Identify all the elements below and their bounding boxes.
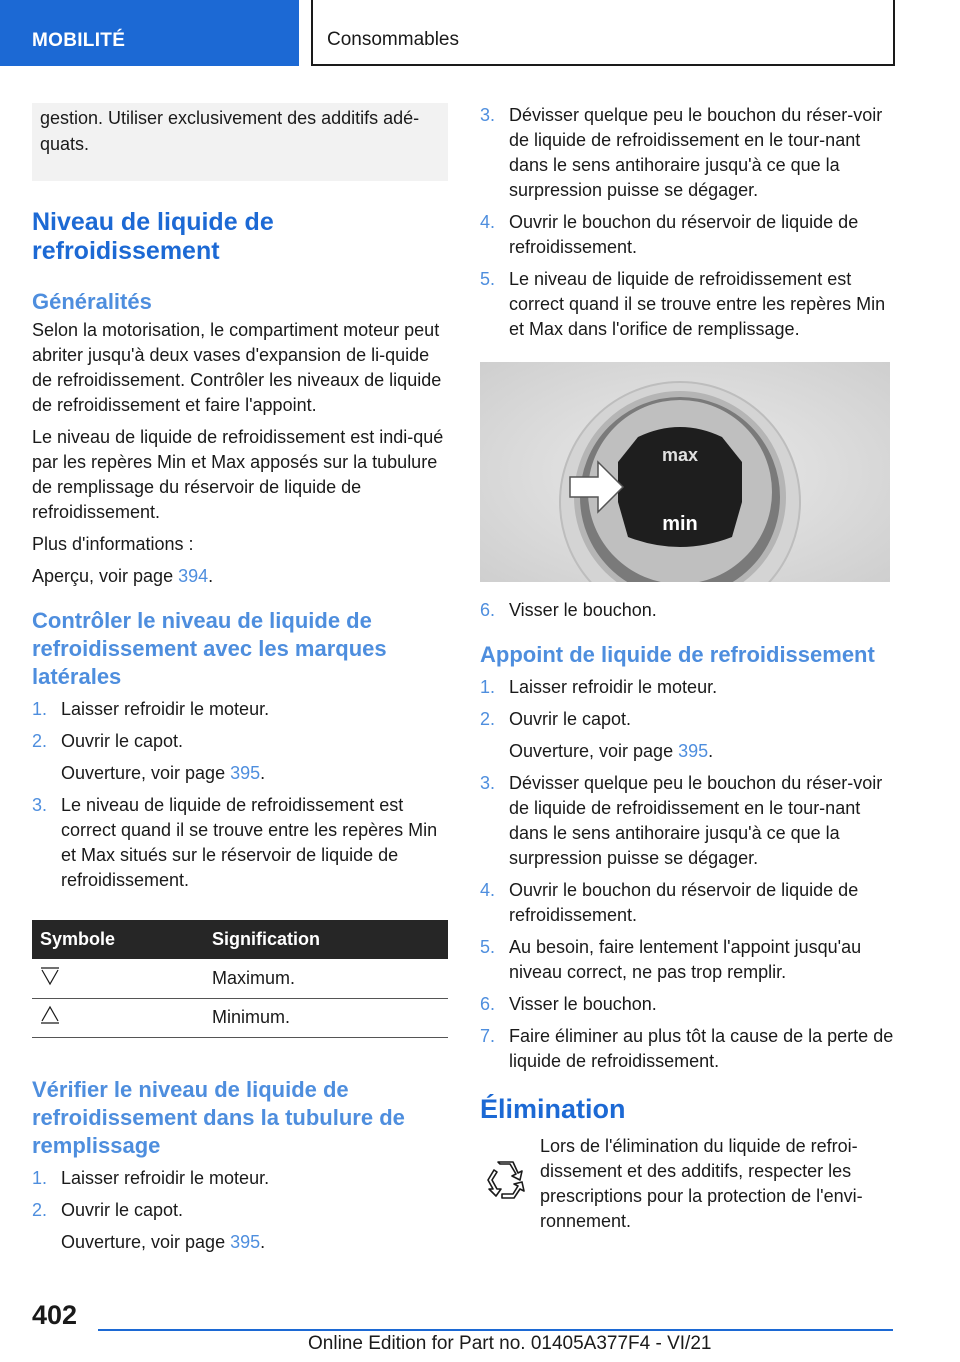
- list-item: [480, 707, 896, 764]
- paragraph-overview: [32, 564, 448, 589]
- step-number: 2.: [32, 731, 48, 751]
- right-column: [480, 103, 896, 1234]
- period: .: [260, 763, 266, 783]
- note-box: [32, 103, 448, 181]
- list-item: [480, 103, 896, 203]
- step-text: Dévisser quelque peu le bouchon du réser-voir de liquide de refroidissement en le tour-nant dans le sens antihoraire jusqu'à ce que la surpression puisse se dégager.: [509, 773, 883, 868]
- max-label: max: [661, 445, 699, 465]
- triangle-up-icon: [40, 1005, 60, 1025]
- period: .: [708, 741, 714, 761]
- step-number: 2.: [32, 1199, 48, 1220]
- step-number: 1.: [32, 699, 48, 719]
- step-number: 2.: [480, 709, 496, 729]
- subtext: Ouverture, voir page: [61, 763, 231, 783]
- table-row: [32, 998, 448, 1037]
- list-item: [32, 793, 448, 893]
- tube-steps-continued: [480, 103, 896, 342]
- list-item: [480, 771, 896, 871]
- step-number: 4.: [480, 880, 496, 900]
- recycle-icon: [480, 1134, 540, 1234]
- step-number: 1.: [32, 1167, 48, 1188]
- step-subtext: [509, 739, 896, 764]
- step-text: Visser le bouchon.: [509, 994, 657, 1014]
- filler-neck-photo: [480, 362, 890, 582]
- page-link-395[interactable]: 395: [230, 1231, 261, 1252]
- table-row: [32, 959, 448, 998]
- step-subtext: [61, 1230, 448, 1255]
- step-text: Ouvrir le bouchon du réservoir de liquide de refroidissement.: [509, 880, 859, 925]
- step-text: Le niveau de liquide de refroidissement est correct quand il se trouve entre les repères Min et Max situés sur le réservoir de liquide de refroidissement.: [61, 795, 438, 890]
- heading-filler-neck: Vérifier le niveau de liquide de refroidissement dans la tubulure de remplissage: [32, 1076, 405, 1158]
- table-header-symbol: Symbole: [32, 920, 204, 959]
- step-number: 5.: [480, 937, 496, 957]
- list-item: [480, 598, 896, 623]
- disposal-text: Lors de l'élimination du liquide de refroi-dissement et des additifs, respecter les prescriptions pour la protection de l'envi-ronnement.: [540, 1136, 863, 1231]
- list-item: [480, 267, 896, 342]
- step-number: 1.: [480, 677, 496, 697]
- heading-topup: Appoint de liquide de refroidissement: [480, 642, 875, 667]
- list-item: [480, 992, 896, 1017]
- chapter-tab[interactable]: Consommables: [311, 0, 895, 66]
- table-header-row: [32, 920, 448, 959]
- step-number: 6.: [480, 600, 496, 620]
- symbol-table: [32, 920, 448, 1038]
- heading-general: Généralités: [32, 289, 152, 314]
- list-item: [32, 1198, 448, 1255]
- heading-side-marks: Contrôler le niveau de liquide de refroidissement avec les marques latérales: [32, 608, 387, 689]
- edition-note: Online Edition for Part no. 01405A377F4 - VI/21: [308, 1333, 712, 1354]
- filler-neck-illustration: [480, 362, 890, 582]
- paragraph: Selon la motorisation, le compartiment moteur peut abriter jusqu'à deux vases d'expansion de li-quide de refroidissement. Contrôler les niveaux de liquide de refroidissement et faire l'appoint.: [32, 320, 442, 415]
- period: .: [260, 1231, 266, 1252]
- tube-steps-list: [32, 1166, 448, 1255]
- overview-text: Aperçu, voir page: [32, 566, 179, 586]
- min-label: min: [662, 513, 698, 535]
- step-text: Laisser refroidir le moteur.: [509, 677, 718, 697]
- heading-coolant-level: Niveau de liquide de refroidissement: [32, 208, 274, 265]
- table-cell-meaning: Minimum.: [204, 998, 448, 1037]
- note-text: gestion. Utiliser exclusivement des additifs adé-quats.: [40, 108, 420, 154]
- list-item: [480, 1024, 896, 1074]
- list-item: [480, 878, 896, 928]
- list-item: [480, 675, 896, 700]
- step-text: Ouvrir le bouchon du réservoir de liquide de refroidissement.: [509, 212, 859, 257]
- page-link-394[interactable]: 394: [178, 566, 209, 586]
- step-number: 3.: [480, 773, 496, 793]
- step-number: 7.: [480, 1026, 496, 1046]
- disposal-block: [480, 1134, 896, 1234]
- step-number: 3.: [480, 105, 496, 125]
- step-number: 6.: [480, 994, 496, 1014]
- step-text: Laisser refroidir le moteur.: [61, 699, 270, 719]
- list-item: [32, 697, 448, 722]
- step-number: 4.: [480, 212, 496, 232]
- step-number: 3.: [32, 795, 48, 815]
- step-text: Ouvrir le capot.: [61, 1199, 184, 1220]
- section-tab[interactable]: MOBILITÉ: [0, 0, 299, 66]
- left-column: [32, 103, 448, 1262]
- page-link-395[interactable]: 395: [230, 763, 261, 783]
- list-item: [32, 729, 448, 786]
- step-text: Ouvrir le capot.: [61, 731, 184, 751]
- step-subtext: [61, 761, 448, 786]
- step-text: Ouvrir le capot.: [509, 709, 632, 729]
- table-cell-meaning: Maximum.: [204, 959, 448, 998]
- side-steps-list: [32, 697, 448, 893]
- page-link-395[interactable]: 395: [678, 741, 709, 761]
- heading-disposal: Élimination: [480, 1094, 626, 1124]
- list-item: [480, 210, 896, 260]
- period: .: [208, 566, 214, 586]
- list-item: [32, 1166, 448, 1191]
- step-text: Visser le bouchon.: [509, 600, 657, 620]
- step-text: Au besoin, faire lentement l'appoint jusqu'au niveau correct, ne pas trop remplir.: [509, 937, 862, 982]
- step-text: Faire éliminer au plus tôt la cause de la perte de liquide de refroidissement.: [509, 1026, 894, 1071]
- table-cell-symbol: [32, 998, 204, 1037]
- subtext: Ouverture, voir page: [509, 741, 679, 761]
- paragraph: Le niveau de liquide de refroidissement est indi-qué par les repères Min et Max apposés sur la tubulure de remplissage du réservoir de liquide de refroidissement.: [32, 427, 444, 522]
- step-text: Le niveau de liquide de refroidissement est correct quand il se trouve entre les repères Min et Max dans l'orifice de remplissage.: [509, 269, 886, 339]
- footer-divider: [98, 1329, 893, 1331]
- page-number: 402: [32, 1300, 78, 1330]
- step-number: 5.: [480, 269, 496, 289]
- table-header-meaning: Signification: [204, 920, 448, 959]
- page-header: [0, 0, 960, 66]
- tube-steps-end: [480, 598, 896, 623]
- paragraph: Plus d'informations :: [32, 534, 194, 554]
- table-cell-symbol: [32, 959, 204, 998]
- list-item: [480, 935, 896, 985]
- step-text: Laisser refroidir le moteur.: [61, 1167, 270, 1188]
- step-text: Dévisser quelque peu le bouchon du réser-voir de liquide de refroidissement en le tour-nant dans le sens antihoraire jusqu'à ce que la surpression puisse se dégager.: [509, 105, 883, 200]
- subtext: Ouverture, voir page: [61, 1231, 231, 1252]
- triangle-down-icon: [40, 966, 60, 986]
- topup-steps-list: [480, 675, 896, 1074]
